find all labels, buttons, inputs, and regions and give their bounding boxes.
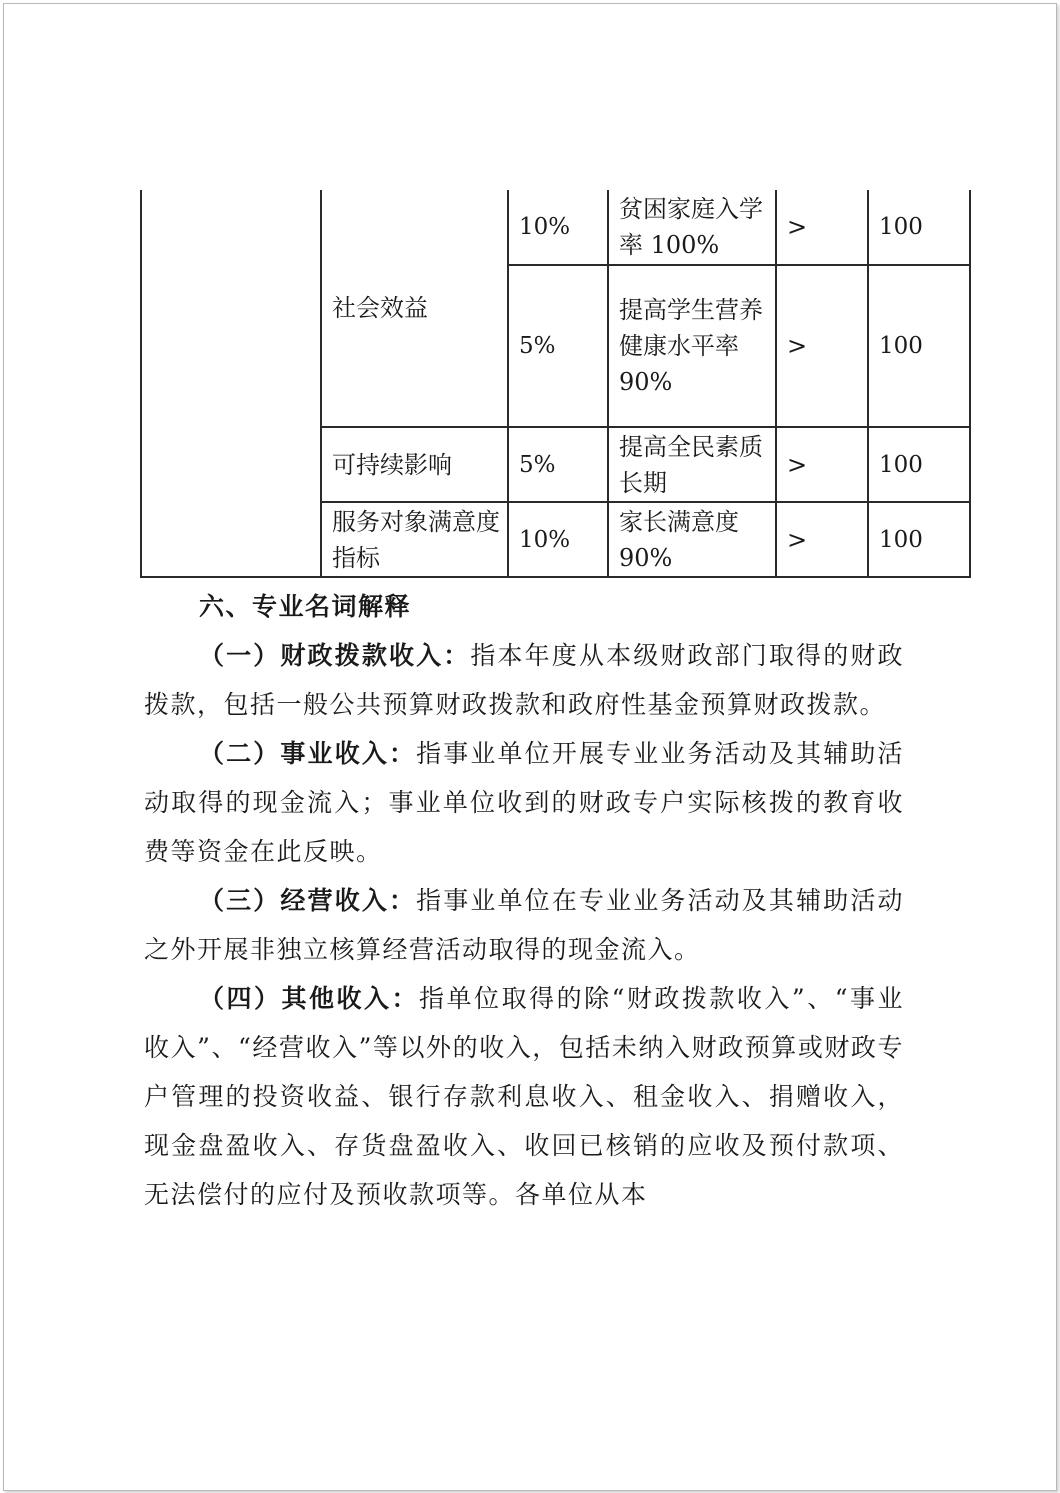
glossary-definition: 指事业单位在专业业务活动及其辅助活动之外开展非独立核算经营活动取得的现金流入。 (144, 886, 904, 964)
score-cell: 100 (868, 190, 970, 265)
operator-cell: > (776, 427, 868, 502)
indicator-cell: 家长满意度 90% (608, 502, 776, 577)
level1-indicator-cell (141, 190, 321, 577)
glossary-definition: 指事业单位开展专业业务活动及其辅助活动取得的现金流入；事业单位收到的财政专户实际核拨的教育收费等资金在此反映。 (144, 739, 904, 866)
glossary-paragraph (144, 631, 904, 729)
weight-cell: 10% (508, 502, 608, 577)
indicator-cell: 贫困家庭入学率 100% (608, 190, 776, 265)
score-cell: 100 (868, 265, 970, 427)
glossary-definition: 指本年度从本级财政部门取得的财政拨款，包括一般公共预算财政拨款和政府性基金预算财政拨款。 (144, 641, 904, 719)
category-cell: 可持续影响 (321, 427, 508, 502)
operator-cell: > (776, 190, 868, 265)
score-cell: 100 (868, 427, 970, 502)
category-cell: 社会效益 (321, 190, 508, 427)
section-heading: 六、专业名词解释 (199, 592, 412, 621)
glossary-paragraph (144, 974, 904, 1219)
performance-indicator-table (140, 190, 971, 578)
weight-cell: 5% (508, 265, 608, 427)
glossary-term: （一）财政拨款收入： (199, 641, 471, 670)
glossary-paragraph (144, 729, 904, 876)
glossary-term: （二）事业收入： (199, 739, 417, 768)
table-row (141, 190, 970, 265)
indicator-cell: 提高学生营养健康水平率 90% (608, 265, 776, 427)
operator-cell: > (776, 502, 868, 577)
glossary-section (144, 582, 904, 1219)
operator-cell: > (776, 265, 868, 427)
glossary-definition: 指单位取得的除“财政拨款收入”、“事业收入”、“经营收入”等以外的收入，包括未纳入财政预算或财政专户管理的投资收益、银行存款利息收入、租金收入、捐赠收入，现金盘盈收入、存货盘盈收入、收回已核销的应收及预付款项、无法偿付的应付及预收款项等。各单位从本 (144, 984, 904, 1209)
score-cell: 100 (868, 502, 970, 577)
indicator-cell: 提高全民素质长期 (608, 427, 776, 502)
category-cell: 服务对象满意度指标 (321, 502, 508, 577)
weight-cell: 10% (508, 190, 608, 265)
glossary-term: （三）经营收入： (199, 886, 417, 915)
glossary-term: （四）其他收入： (199, 984, 420, 1013)
glossary-paragraph (144, 876, 904, 974)
weight-cell: 5% (508, 427, 608, 502)
